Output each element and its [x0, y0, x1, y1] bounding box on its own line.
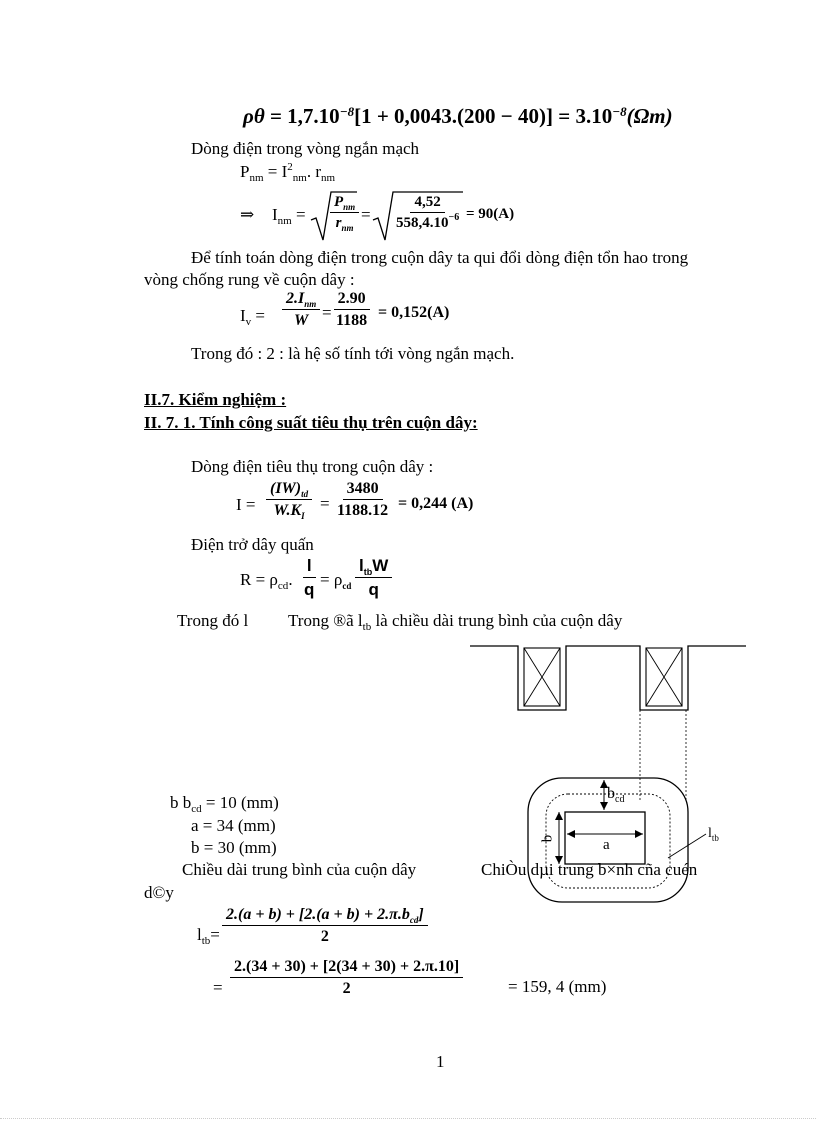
- param-bcd-sub: cd: [191, 803, 202, 815]
- diagram-label-a: a: [603, 837, 610, 853]
- eq-rho-lhs: ρθ: [243, 104, 265, 128]
- diagram-label-bcd-sub: cd: [615, 794, 625, 805]
- eq-i-result: = 0,244 (A): [398, 495, 474, 512]
- eq-pnm-lhs: P: [240, 162, 250, 181]
- heading-cong-suat: II. 7. 1. Tính công suất tiêu thụ trên cuộn dây:: [144, 413, 478, 432]
- line-chieu-dai-right: ChiÒu dµi trung b×nh cña cuén: [481, 860, 698, 879]
- eq-pnm-rhs-sup: 2: [287, 161, 293, 173]
- eq-rho-exp2: −8: [612, 104, 627, 119]
- page-number: 1: [436, 1052, 445, 1071]
- eq-iv-lhs: [240, 306, 265, 326]
- line-trong-do-b: [288, 611, 622, 631]
- eq-ltb-frac1: [222, 906, 428, 946]
- eq-i-frac1-den-sub: I: [301, 511, 305, 521]
- eq-inm-frac2: [392, 194, 463, 232]
- para-qui-doi: Để tính toán dòng điện trong cuộn dây ta qui đổi dòng điện tổn hao trong: [191, 248, 689, 267]
- page-bottom-divider: [0, 1118, 816, 1119]
- eq-pnm-rhs-sub: nm: [292, 172, 307, 184]
- eq-i-frac1-den: W.K: [273, 502, 302, 519]
- eq-inm-result: = 90(A): [466, 206, 515, 222]
- eq-pnm: [240, 162, 335, 182]
- eq-iv-frac1-num-sub: nm: [304, 299, 317, 309]
- b-arrow-up: [555, 812, 563, 820]
- eq-iv-frac2-den: 1188: [336, 312, 368, 329]
- eq-r-frac1-den: q: [304, 580, 315, 599]
- eq-r-frac2-num-tail: W: [372, 556, 389, 575]
- eq-inm-frac1-num: P: [334, 194, 344, 210]
- bcd-arrow-down: [600, 802, 608, 810]
- line-chieu-dai-left: Chiều dài trung bình của cuộn dây: [182, 860, 417, 879]
- eq-rho-exp1: −8: [339, 104, 355, 119]
- eq-inm-lhs-sub: nm: [277, 215, 292, 227]
- eq-ltb-num2: 2.(34 + 30) + [2(34 + 30) + 2.π.10]: [234, 958, 460, 975]
- core-profile-line: [470, 646, 746, 710]
- heading-kiem-nghiem: II.7. Kiểm nghiệm :: [144, 390, 287, 409]
- eq-iv-result: = 0,152(A): [378, 304, 450, 321]
- eq-iv-lhs-sub: v: [245, 316, 252, 328]
- a-arrow-right: [635, 830, 643, 838]
- eq-iv-eq: =: [255, 306, 266, 325]
- eq-r-lhs-sub: cd: [277, 580, 289, 592]
- eq-inm-eq: =: [295, 205, 306, 224]
- diagram-label-ltb-text: l: [708, 826, 712, 841]
- diagram-label-b: b: [539, 834, 556, 843]
- eq-iv-frac1-den: W: [294, 312, 309, 329]
- param-bcd-val: = 10 (mm): [201, 793, 279, 812]
- eq-iv-frac2: [332, 290, 371, 330]
- eq-rho-rhs: = 1,7.10: [269, 104, 340, 128]
- eq-inm-lhs-text: I: [272, 205, 278, 224]
- eq-ltb-den2: 2: [342, 980, 351, 997]
- eq-rho-unit: (Ωm): [626, 104, 673, 128]
- eq-r-frac2-num-sub: tb: [363, 567, 373, 577]
- eq-i-eq2: =: [320, 494, 330, 513]
- eq-inm-frac1-num-sub: nm: [343, 202, 356, 212]
- eq-i-frac2-num: 3480: [346, 480, 379, 497]
- eq-ltb-result: = 159, 4 (mm): [508, 977, 607, 996]
- eq-iv-frac1: [282, 290, 320, 330]
- line-dong-dien-tieu-thu: Dòng điện tiêu thụ trong cuộn dây :: [191, 457, 434, 476]
- eq-ltb-num-sub: cd: [409, 915, 419, 925]
- eq-pnm-rhs-a: = I: [267, 162, 288, 181]
- line-trong-do-b-text: Trong ®ã l: [288, 611, 363, 630]
- eq-rho-mid: [1 + 0,0043.(200 − 40)] = 3.10: [354, 104, 613, 128]
- eq-iv-frac1-num: 2.I: [286, 290, 305, 307]
- eq-ltb-lhs-text: l: [197, 925, 202, 944]
- eq-inm-frac1: [330, 194, 359, 232]
- note-he-so: Trong đó : 2 : là hệ số tính tới vòng ngắn mạch.: [191, 344, 515, 363]
- eq-i-lhs: I =: [236, 495, 256, 514]
- eq-ltb-num-tail: ]: [418, 906, 424, 923]
- eq-r-frac1-num: l: [306, 556, 312, 575]
- eq-pnm-rhs-sub2: nm: [321, 172, 336, 184]
- param-a: a = 34 (mm): [191, 816, 276, 835]
- diagram-label-bcd-text: b: [607, 785, 615, 802]
- line-dong-dien-ngan-mach: Dòng điện trong vòng ngắn mạch: [191, 139, 420, 158]
- diagram-label-bcd: [607, 785, 624, 803]
- eq-ltb-lhs: [197, 925, 220, 945]
- param-bcd-prefix: b b: [170, 793, 192, 812]
- param-b: b = 30 (mm): [191, 838, 277, 857]
- eq-r-eq2: [320, 570, 351, 590]
- eq-ltb-eq-b: =: [213, 978, 223, 997]
- eq-inm-frac1-den: r: [335, 215, 342, 231]
- param-bcd: [170, 793, 279, 813]
- line-trong-do-a: Trong đó l: [177, 611, 249, 630]
- para-qui-doi-2: vòng chống rung về cuộn dây :: [144, 270, 355, 289]
- eq-i-frac2: [333, 480, 392, 520]
- eq-pnm-rhs-b: . r: [306, 162, 322, 181]
- line-trong-do-b-sub: tb: [362, 621, 372, 633]
- ltb-leader-line: [668, 834, 706, 858]
- eq-r-frac1: [300, 556, 318, 600]
- eq-rho: [243, 104, 673, 129]
- eq-r-eq2-sub: cd: [342, 581, 352, 591]
- diagram-label-ltb: [708, 826, 719, 842]
- eq-r-frac2-den: q: [368, 580, 379, 599]
- eq-i-frac1-num: (IW): [270, 480, 302, 497]
- eq-r-frac2-num: l: [359, 556, 364, 575]
- eq-inm-lhs: [272, 205, 306, 225]
- eq-r-dot: .: [288, 570, 293, 589]
- line-dien-tro: Điện trở dây quấn: [191, 535, 314, 554]
- line-chieu-dai-wrap: d©y: [144, 883, 174, 902]
- eq-r-lhs: [240, 570, 293, 590]
- eq-ltb-den: 2: [320, 928, 329, 945]
- eq-inm-frac2-den-exp: −6: [448, 212, 460, 223]
- eq-ltb-num: 2.(a + b) + [2.(a + b) + 2.π.b: [226, 906, 410, 923]
- eq-i-frac1: [266, 480, 312, 520]
- diagram-label-ltb-sub: tb: [711, 833, 719, 843]
- eq-r-lhs-text: R = ρ: [240, 570, 278, 589]
- eq-iv-lhs-text: I: [240, 306, 246, 325]
- line-trong-do-c: là chiều dài trung bình của cuộn dây: [371, 611, 623, 630]
- eq-ltb-lhs-sub: tb: [201, 935, 211, 947]
- eq-r-frac2: [355, 556, 392, 600]
- eq-inm-eq2: =: [361, 205, 371, 224]
- eq-i-frac1-num-sub: td: [301, 489, 309, 499]
- eq-ltb-frac2: [230, 958, 463, 998]
- eq-inm-arrow: ⇒: [240, 205, 255, 224]
- eq-iv-eq2: =: [322, 303, 332, 322]
- eq-inm-frac2-den: 558,4.10: [396, 215, 449, 231]
- eq-inm-frac2-num: 4,52: [414, 194, 441, 210]
- eq-iv-frac2-num: 2.90: [337, 290, 366, 307]
- eq-r-eq2-text: = ρ: [320, 570, 343, 589]
- eq-ltb-eq: =: [210, 925, 220, 944]
- a-arrow-left: [567, 830, 575, 838]
- eq-pnm-lhs-sub: nm: [249, 172, 264, 184]
- eq-i-frac2-den: 1188.12: [337, 502, 389, 519]
- eq-inm-frac1-den-sub: nm: [341, 223, 354, 233]
